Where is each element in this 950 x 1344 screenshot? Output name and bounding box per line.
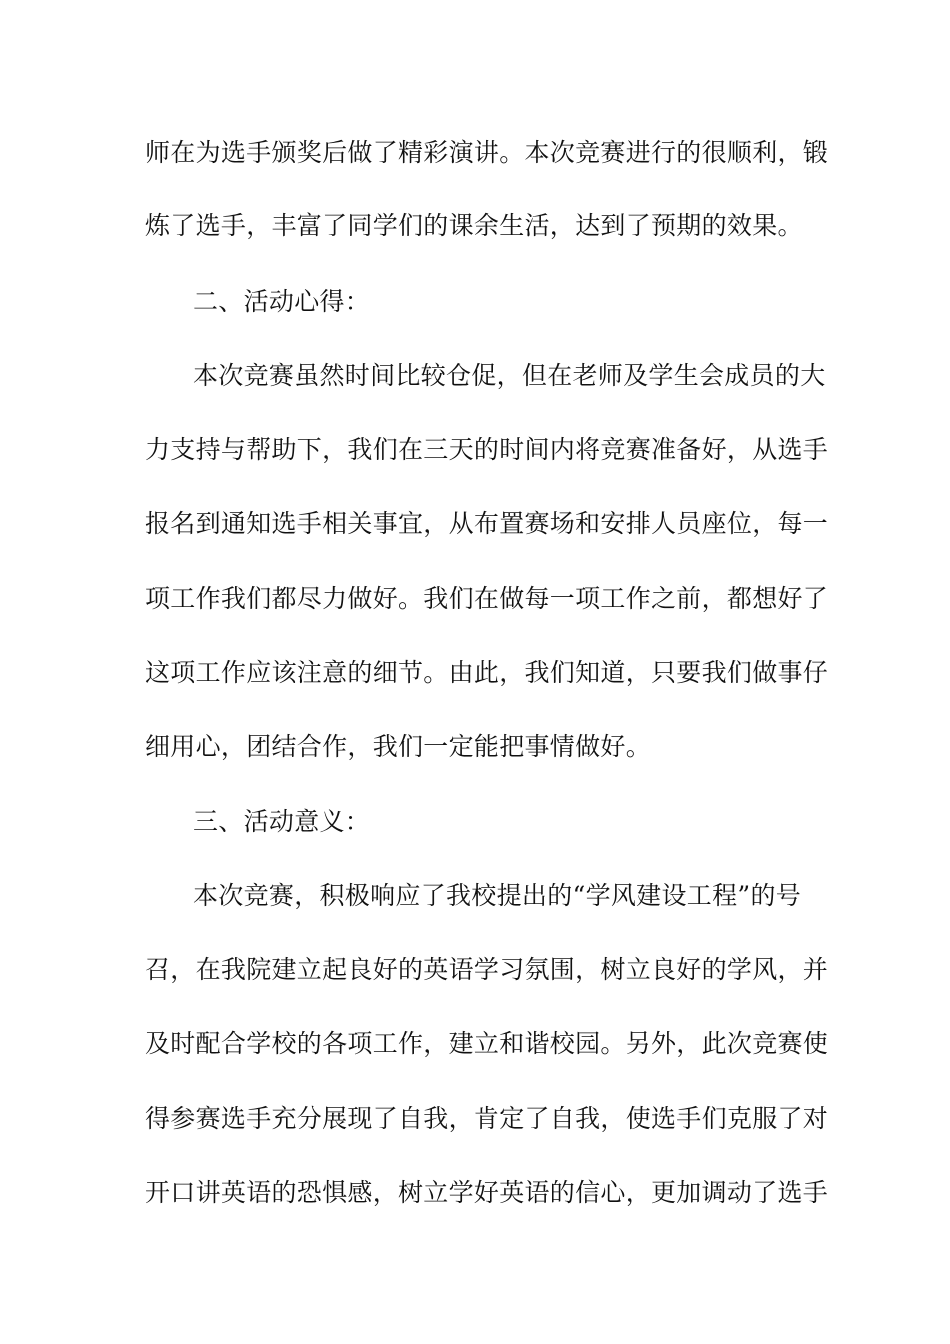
section-heading-3: 三、活动意义： (193, 807, 371, 836)
body-line-5: 力支持与帮助下，我们在三天的时间内将竞赛准备好，从选手 (145, 435, 829, 464)
body-line-13: 及时配合学校的各项工作，建立和谐校园。另外，此次竞赛使 (145, 1029, 829, 1058)
body-line-12: 召，在我院建立起良好的英语学习氛围，树立良好的学风，并 (145, 955, 829, 984)
body-line-8: 这项工作应该注意的细节。由此，我们知道，只要我们做事仔 (145, 658, 829, 687)
body-line-1: 师在为选手颁奖后做了精彩演讲。本次竞赛进行的很顺利，锻 (145, 138, 829, 167)
body-line-7: 项工作我们都尽力做好。我们在做每一项工作之前，都想好了 (145, 584, 829, 613)
section-heading-2: 二、活动心得： (193, 287, 371, 316)
body-line-11: 本次竞赛，积极响应了我校提出的“学风建设工程”的号 (193, 881, 802, 910)
body-line-15: 开口讲英语的恐惧感，树立学好英语的信心，更加调动了选手 (145, 1178, 829, 1207)
body-line-2: 炼了选手，丰富了同学们的课余生活，达到了预期的效果。 (145, 211, 803, 240)
body-line-6: 报名到通知选手相关事宜，从布置赛场和安排人员座位，每一 (145, 509, 829, 538)
body-line-4: 本次竞赛虽然时间比较仓促，但在老师及学生会成员的大 (193, 361, 826, 390)
body-line-9: 细用心，团结合作，我们一定能把事情做好。 (145, 732, 652, 761)
body-line-14: 得参赛选手充分展现了自我，肯定了自我，使选手们克服了对 (145, 1104, 829, 1133)
